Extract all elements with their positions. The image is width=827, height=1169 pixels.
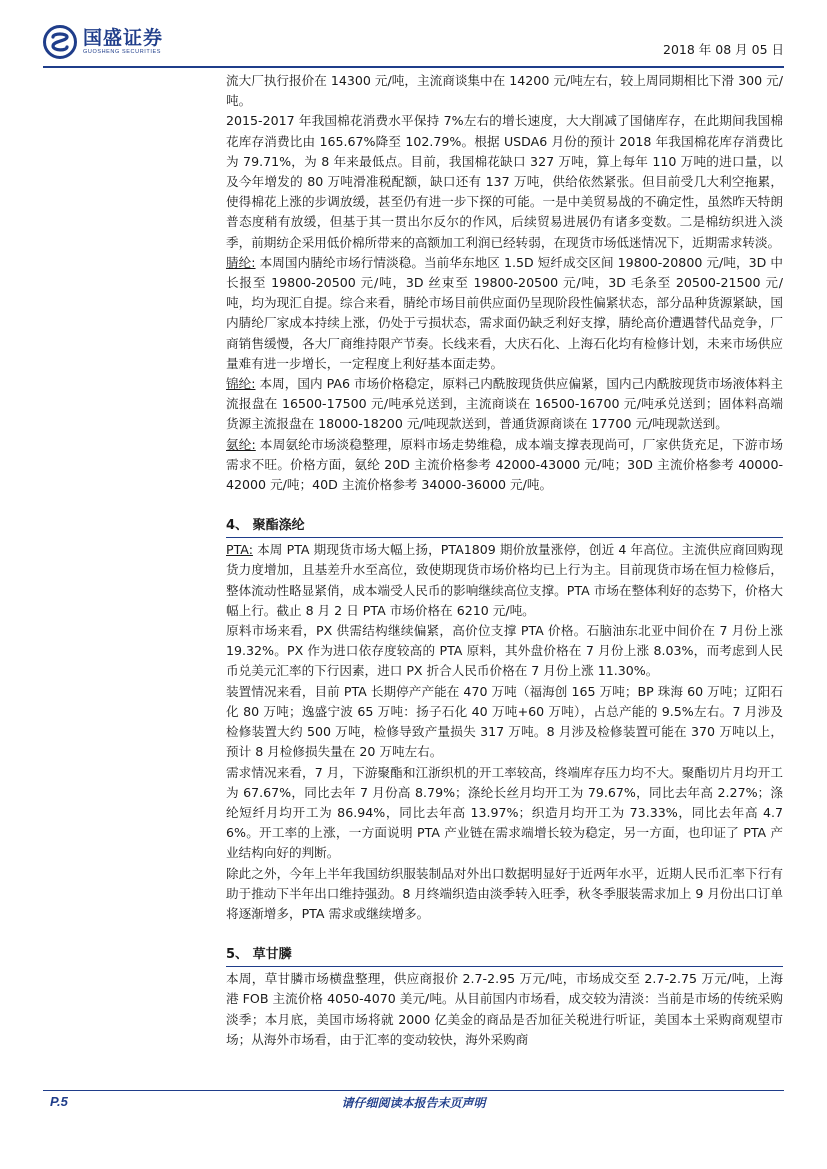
report-body: [226, 71, 783, 1050]
paragraph-plant-status: 装置情况来看，目前 PTA 长期停产产能在 470 万吨（福海创 165 万吨；BP 珠海 60 万吨；辽阳石化 80 万吨；逸盛宁波 65 万吨：扬子石化 40 万吨+60 万吨），占总产能的 9.5%左右。7 月涉及检修装置大约 500 万吨，检修导致产量损失 317 万吨。8 月涉及检修装置可能在 370 万吨以上，预计 8 月检修损失量在 20 万吨左右。: [226, 683, 783, 760]
paragraph-demand: 需求情况来看，7 月，下游聚酯和江浙织机的开工率较高，终端库存压力均不大。聚酯切片月均开工为 67.67%，同比去年 7 月份高 8.79%；涤纶长丝月均开工为 79.67%，同比去年高 2.27%；涤纶短纤月均开工为 86.94%，同比去年高 13.97%；织造月均开工为 73.33%，同比去年高 4.76%。开工率的上涨，一方面说明 PTA 产业链在需求端增长较为稳定，另一方面，也印证了 PTA 产业结构向好的判断。: [226, 764, 783, 861]
paragraph-cotton-stock: 2015-2017 年我国棉花消费水平保持 7%左右的增长速度，大大削减了国储库存，在此期间我国棉花库存消费比由 165.67%降至 102.79%。根据 USDA6 月份的预计 2018 年我国棉花库存消费比为 79.71%，为 8 年来最低点。目前，我国棉花缺口 327 万吨，算上每年 110 万吨的进口量，以及今年增发的 80 万吨滑准税配额，缺口还有 137 万吨，供给依然紧张。但目前受几大利空拖累，使得棉花上涨的步调放缓，甚至仍有进一步下探的可能。一是中美贸易战的不确定性，虽然昨天特朗普态度稍有放缓，但基于其一贯出尔反尔的作风，后续贸易进展仍有诸多变数。二是棉纺织进入淡季，前期纺企采用低价棉所带来的高额加工利润已经转弱，在现货市场低迷情况下，近期需求转淡。: [226, 113, 783, 250]
logo-english-text: GUOSHENG SECURITIES: [83, 49, 162, 55]
nylon-label: 锦纶:: [226, 376, 256, 392]
company-logo: [43, 24, 163, 60]
spandex-text: 本周氨纶市场淡稳整理，原料市场走势维稳，成本端支撑表现尚可，厂家供货充足，下游市场需求不旺。价格方面，氨纶 20D 主流价格参考 42000-43000 元/吨；30D 主流价格参考 40000-42000 元/吨；40D 主流价格参考 34000-36000 元/吨。: [226, 436, 783, 493]
report-date: 2018 年 08 月 05 日: [663, 42, 784, 57]
paragraph-acrylic: [226, 253, 783, 374]
section-divider: [226, 537, 783, 538]
guosheng-logo-icon: [43, 25, 77, 59]
logo-chinese-text: 国盛证券: [83, 27, 164, 49]
section-gap: [226, 495, 783, 515]
pta-label: PTA:: [226, 542, 253, 558]
pta-text: 本周 PTA 期现货市场大幅上扬，PTA1809 期价放量涨停，创近 4 年高位。主流供应商回购现货力度增加，且基差升水至高位，致使期现货市场价格均已上行为主。目前现货市场在恒力检修后，整体流动性略显紧俏，成本端受人民币的影响继续高位支撑。PTA 市场在整体利好的态势下，价格大幅上行。截止 8 月 2 日 PTA 市场价格在 6210 元/吨。: [226, 542, 783, 618]
nylon-text: 本周，国内 PA6 市场价格稳定，原料己内酰胺现货供应偏紧，国内己内酰胺现货市场液体料主流报盘在 16500-17500 元/吨承兑送到，主流商谈在 16500-16700 元/吨承兑送到；固体料高端货源主流报盘在 18000-18200 元/吨现款送到，普通货源商谈在 17700 元/吨现款送到。: [226, 376, 783, 432]
section-heading-glyphosate: 5、 草甘膦: [226, 947, 292, 963]
page-number: P.5: [50, 1094, 68, 1109]
section-divider: [226, 966, 783, 967]
paragraph-raw-material: 原料市场来看，PX 供需结构继续偏紧，高价位支撑 PTA 价格。石脑油东北亚中间价在 7 月份上涨 19.32%。PX 作为进口依存度较高的 PTA 原料，其外盘价格在 7 月份上涨 8.03%，而考虑到人民币兑美元汇率的下行因素，进口 PX 折合人民币价格在 7 月份上涨 11.30%。: [226, 623, 783, 679]
page-header: [43, 24, 784, 66]
paragraph-glyphosate: 本周，草甘膦市场横盘整理，供应商报价 2.7-2.95 万元/吨，市场成交至 2.7-2.75 万元/吨，上海港 FOB 主流价格 4050-4070 美元/吨。从目前国内市场看，成交较为清淡：当前是市场的传统采购淡季；本月底，美国市场将就 2000 亿美金的商品是否加征关税进行听证，美国本土采购商观望市场；从海外市场看，由于汇率的变动较快，海外采购商: [226, 971, 783, 1047]
acrylic-text: 本周国内腈纶市场行情淡稳。当前华东地区 1.5D 短纤成交区间 19800-20800 元/吨，3D 中长报至 19800-20500 元/吨，3D 丝束至 19800-20500 元/吨，3D 毛条至 20500-21500 元/吨，均为现汇自提。综合来看，腈纶市场目前供应面仍呈现阶段性偏紧状态，部分品种货源紧缺，国内腈纶厂家成本持续上涨，仍处于亏损状态，需求面仍缺乏利好支撑，腈纶高价遭遇替代品竞争，厂商销售缓慢，各大厂商维持限产节奏。长线来看，大庆石化、上海石化均有检修计划，未来市场供应量难有进一步增长，一定程度上利好基本面走势。: [226, 254, 783, 371]
spandex-label: 氨纶:: [226, 436, 256, 452]
section-gap: [226, 924, 783, 944]
section-heading-polyester: 4、 聚酯涤纶: [226, 518, 305, 534]
paragraph-export: 除此之外，今年上半年我国纺织服装制品对外出口数据明显好于近两年水平，近期人民币汇率下行有助于推动下半年出口维持强劲。8 月终端织造由淡季转入旺季，秋冬季服装需求加上 9 月份出口订单将逐渐增多，PTA 需求或继续增多。: [226, 865, 783, 921]
acrylic-label: 腈纶:: [226, 254, 256, 270]
footer-disclaimer: 请仔细阅读本报告末页声明: [341, 1096, 486, 1110]
paragraph-cotton-price: 流大厂执行报价在 14300 元/吨，主流商谈集中在 14200 元/吨左右，较上周同期相比下滑 300 元/吨。: [226, 73, 783, 109]
paragraph-pta: [226, 540, 783, 621]
footer-divider: [43, 1090, 784, 1091]
paragraph-nylon: [226, 374, 783, 435]
paragraph-spandex: [226, 435, 783, 496]
header-divider: [43, 66, 784, 68]
